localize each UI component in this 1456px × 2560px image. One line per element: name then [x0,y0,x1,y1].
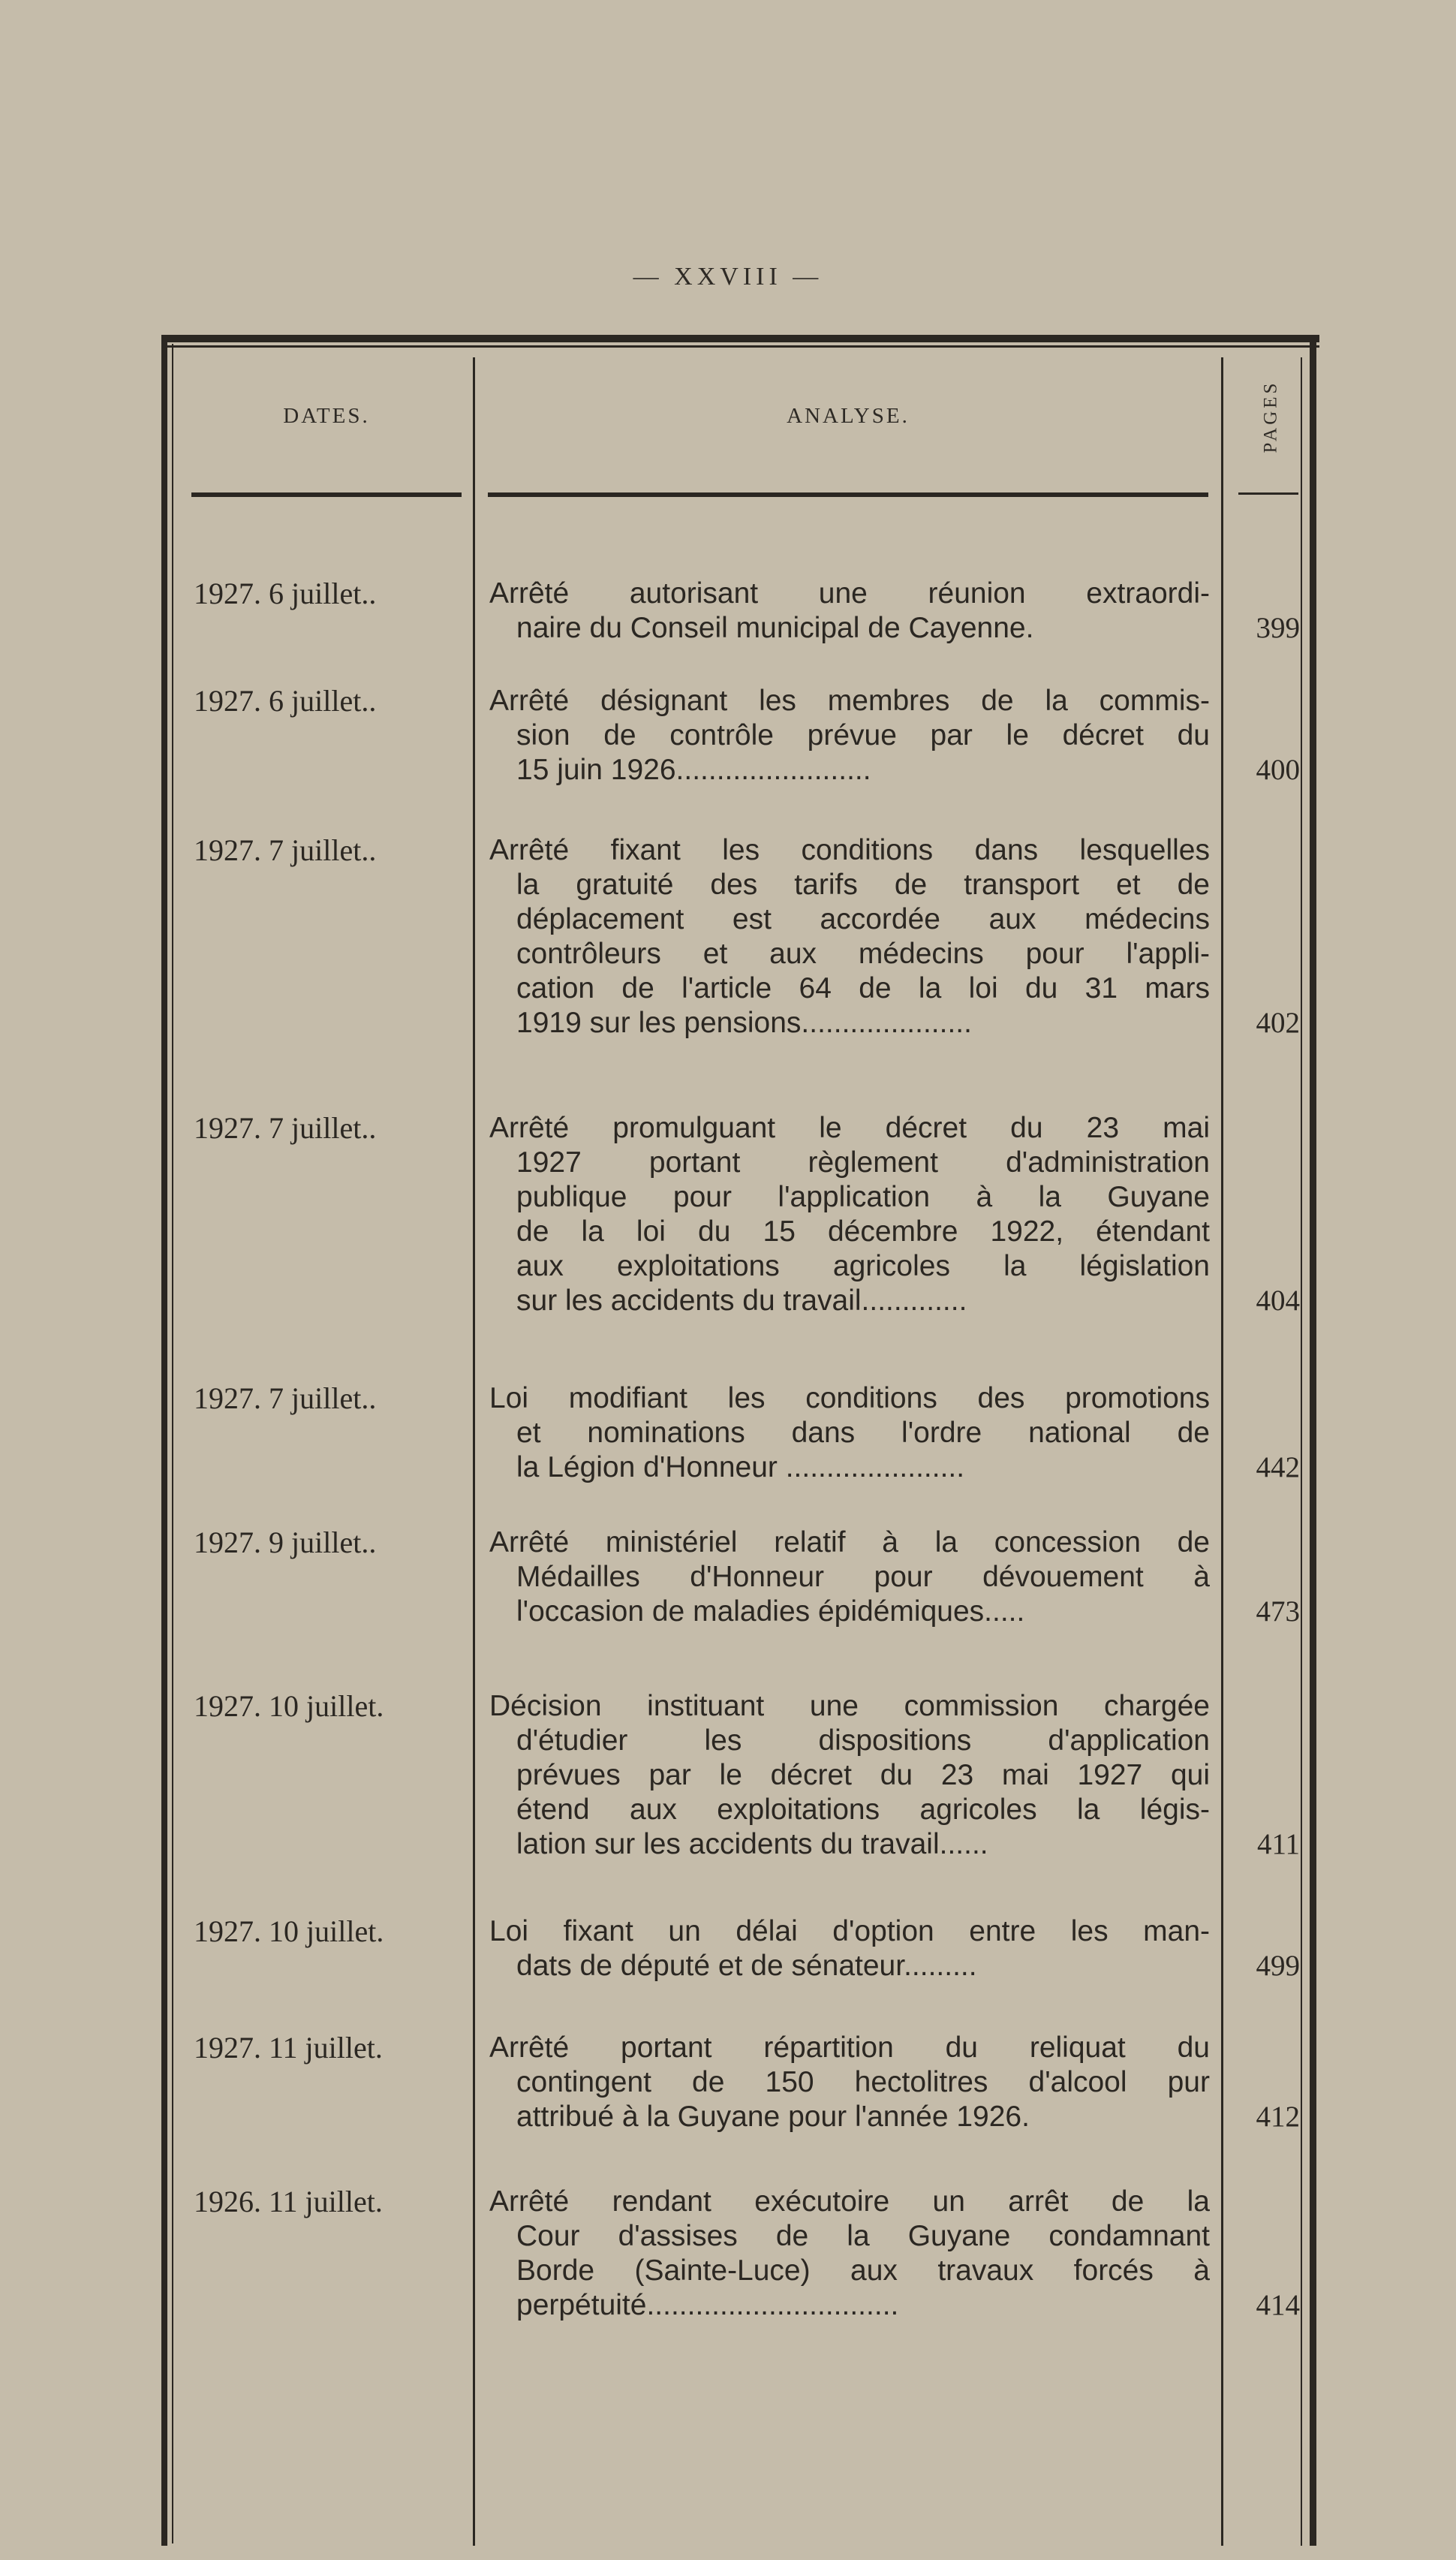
entry-analysis [489,2185,1210,2323]
entry-analysis-line: 15 juin 1926........................ [516,754,871,786]
entry-page-number: 499 [1256,1950,1300,1982]
entry-analysis-line: Décision instituant une commission chargée [489,1690,1210,1722]
entry-date: 1927. 6 juillet.. [194,577,377,610]
entry-date: 1927. 7 juillet.. [194,1111,377,1145]
entry-analysis [489,577,1210,646]
entry-date: 1927. 7 juillet.. [194,1381,377,1415]
header-rule-pages [1238,492,1298,495]
entry-analysis [489,2031,1210,2134]
entry-page-number: 414 [1256,2289,1300,2321]
entry-date: 1926. 11 juillet. [194,2185,383,2218]
entry-analysis-line: lation sur les accidents du travail...... [516,1828,988,1860]
column-divider-analyse [1221,357,1223,2546]
table-left-rule [161,335,167,2546]
entry-analysis-line: de la loi du 15 décembre 1922, étendant [516,1215,1210,1248]
entry-analysis-line: Arrêté rendant exécutoire un arrêt de la [489,2185,1210,2218]
entry-analysis [489,1525,1210,1629]
entry-page-number: 442 [1256,1451,1300,1483]
entry-analysis-line: publique pour l'application à la Guyane [516,1181,1210,1213]
entry-date: 1927. 6 juillet.. [194,684,377,718]
entry-page-number: 411 [1256,1828,1300,1860]
entry-analysis-line: la gratuité des tarifs de transport et de [516,869,1210,901]
column-divider-pages [1301,357,1302,2546]
header-rule-analyse [488,492,1208,497]
entry-analysis-line: Arrêté autorisant une réunion extraordi- [489,577,1210,610]
entry-date: 1927. 9 juillet.. [194,1525,377,1559]
table-top-rule [161,335,1319,342]
entry-analysis-line: Loi fixant un délai d'option entre les man- [489,1915,1210,1947]
table-right-rule [1310,335,1316,2546]
entry-analysis-line: Cour d'assises de la Guyane condamnant [516,2220,1210,2252]
entry-analysis-line: dats de député et de sénateur......... [516,1950,977,1982]
entry-analysis-line: Arrêté fixant les conditions dans lesquelles [489,834,1210,866]
entry-analysis-line: étend aux exploitations agricoles la légis- [516,1794,1210,1826]
entry-analysis-line: et nominations dans l'ordre national de [516,1417,1210,1449]
table-left-rule-thin [172,344,173,2543]
column-header-dates: DATES. [283,404,370,428]
entry-page-number: 473 [1256,1595,1300,1628]
entry-analysis-line: Loi modifiant les conditions des promotions [489,1382,1210,1414]
entry-analysis-line: Borde (Sainte-Luce) aux travaux forcés à [516,2254,1210,2287]
entry-analysis-line: contrôleurs et aux médecins pour l'appli- [516,938,1210,970]
entry-analysis-line: d'étudier les dispositions d'application [516,1724,1210,1757]
page-number-header: — XXVIII — [633,263,823,291]
entry-analysis-line: Arrêté promulguant le décret du 23 mai [489,1112,1210,1144]
entry-analysis-line: Arrêté désignant les membres de la commis- [489,685,1210,717]
entry-date: 1927. 10 juillet. [194,1689,384,1723]
entry-date: 1927. 7 juillet.. [194,833,377,867]
entry-analysis-line: attribué à la Guyane pour l'année 1926. [516,2101,1030,2133]
header-rule-dates [191,492,462,497]
entry-date: 1927. 10 juillet. [194,1914,384,1948]
entry-analysis [489,1381,1210,1485]
entry-date: 1927. 11 juillet. [194,2031,383,2065]
entry-analysis-line: Arrêté portant répartition du reliquat du [489,2031,1210,2064]
entry-analysis-line: 1919 sur les pensions..................... [516,1007,972,1039]
entry-analysis-line: perpétuité............................... [516,2289,899,2321]
entry-page-number: 412 [1256,2101,1300,2133]
entry-analysis-line: l'occasion de maladies épidémiques..... [516,1595,1025,1628]
entry-analysis [489,833,1210,1041]
entry-analysis-line: naire du Conseil municipal de Cayenne. [516,612,1034,644]
column-header-analyse: ANALYSE. [787,404,910,428]
entry-analysis-line: prévues par le décret du 23 mai 1927 qui [516,1759,1210,1791]
entry-analysis-line: sion de contrôle prévue par le décret du [516,719,1210,751]
entry-analysis-line: 1927 portant règlement d'administration [516,1146,1210,1179]
entry-page-number: 400 [1256,754,1300,786]
table-top-rule-thin [161,345,1319,348]
entry-page-number: 402 [1256,1007,1300,1039]
entry-page-number: 399 [1256,612,1300,644]
entry-analysis-line: aux exploitations agricoles la législation [516,1250,1210,1282]
entry-analysis-line: cation de l'article 64 de la loi du 31 mars [516,972,1210,1004]
entry-analysis [489,684,1210,788]
entry-analysis-line: sur les accidents du travail............. [516,1285,967,1317]
entry-analysis-line: contingent de 150 hectolitres d'alcool pur [516,2066,1210,2098]
entry-page-number: 404 [1256,1285,1300,1317]
column-header-pages-wrap [1237,353,1304,480]
entry-analysis [489,1689,1210,1862]
entry-analysis-line: déplacement est accordée aux médecins [516,903,1210,935]
entry-analysis-line: Arrêté ministériel relatif à la concession de [489,1526,1210,1559]
entry-analysis-line: Médailles d'Honneur pour dévouement à [516,1561,1210,1593]
entry-analysis-line: la Légion d'Honneur ...................... [516,1451,965,1483]
entry-analysis [489,1914,1210,1983]
entry-analysis [489,1111,1210,1318]
column-header-pages: PAGES [1260,380,1280,453]
